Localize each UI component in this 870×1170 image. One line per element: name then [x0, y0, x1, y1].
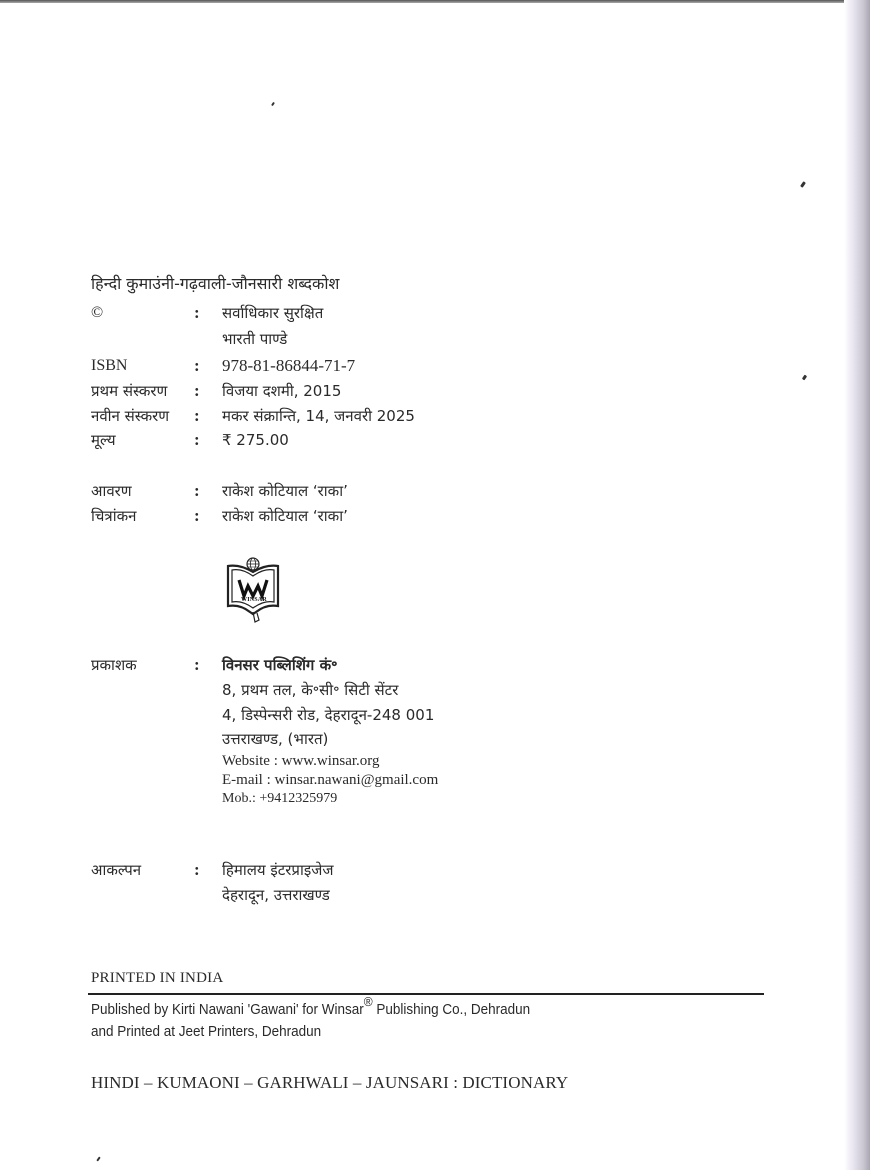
- printed-in-india: PRINTED IN INDIA: [91, 970, 224, 986]
- horizontal-rule: [88, 993, 764, 995]
- publisher-email: E-mail : winsar.nawani@gmail.com: [222, 772, 439, 788]
- publisher-label: प्रकाशक: [91, 656, 137, 674]
- colon: :: [194, 381, 200, 400]
- book-title-english: HINDI – KUMAONI – GARHWALI – JAUNSARI : DICTIONARY: [91, 1073, 569, 1092]
- logo-text: WINSAR: [241, 597, 267, 603]
- first-edition-value: विजया दशमी, 2015: [222, 382, 342, 400]
- isbn-value: 978-81-86844-71-7: [222, 356, 356, 375]
- colon: :: [194, 303, 200, 322]
- design-firm: हिमालय इंटरप्राइजेज: [222, 861, 334, 879]
- illustration-label: चित्रांकन: [91, 507, 137, 525]
- colon: :: [194, 860, 200, 879]
- colon: :: [194, 655, 200, 674]
- new-edition-value: मकर संक्रान्ति, 14, जनवरी 2025: [222, 407, 415, 425]
- printed-by-line: and Printed at Jeet Printers, Dehradun: [91, 1024, 322, 1040]
- colon: :: [194, 356, 200, 375]
- published-by-text: Published by Kirti Nawani 'Gawani' for Winsar: [91, 1002, 364, 1018]
- price-label: मूल्य: [91, 431, 116, 449]
- colon: :: [194, 406, 200, 425]
- design-location: देहरादून, उत्तराखण्ड: [222, 886, 330, 904]
- copyright-holder: भारती पाण्डे: [222, 330, 288, 348]
- copyright-symbol: ©: [91, 304, 104, 321]
- colon: :: [194, 481, 200, 500]
- publisher-mobile: Mob.: +9412325979: [222, 791, 338, 806]
- publisher-address-line: 4, डिस्पेन्सरी रोड, देहरादून-248 001: [222, 706, 435, 724]
- illustrator: राकेश कोटियाल ‘राका’: [222, 507, 348, 525]
- scan-speck: [271, 102, 275, 106]
- colon: :: [194, 430, 200, 449]
- first-edition-label: प्रथम संस्करण: [91, 382, 168, 400]
- publisher-name: विनसर पब्लिशिंग कं॰: [222, 656, 338, 674]
- publisher-address-line: 8, प्रथम तल, के॰सी॰ सिटी सेंटर: [222, 681, 399, 699]
- new-edition-label: नवीन संस्करण: [91, 407, 170, 425]
- design-label: आकल्पन: [91, 861, 142, 879]
- open-book-globe-logo-icon: [224, 556, 282, 624]
- published-by-text-cont: Publishing Co., Dehradun: [372, 1002, 531, 1018]
- page-binding-shadow: [844, 0, 870, 1170]
- scan-speck: [800, 181, 806, 188]
- cover-artist: राकेश कोटियाल ‘राका’: [222, 482, 348, 500]
- published-by-line: [91, 994, 531, 1018]
- scan-speck: [802, 375, 807, 381]
- colon: :: [194, 506, 200, 525]
- page-top-edge: [0, 0, 860, 3]
- publisher-address-line: उत्तराखण्ड, (भारत): [222, 730, 329, 748]
- book-title-hindi: हिन्दी कुमाउंनी-गढ़वाली-जौनसारी शब्दकोश: [91, 274, 340, 293]
- publisher-website: Website : www.winsar.org: [222, 753, 380, 769]
- copyright-value: सर्वाधिकार सुरक्षित: [222, 304, 324, 322]
- isbn-label: ISBN: [91, 357, 128, 374]
- cover-label: आवरण: [91, 482, 132, 500]
- price-value: ₹ 275.00: [222, 431, 289, 449]
- registered-mark: ®: [363, 994, 373, 1009]
- scan-speck: [96, 1156, 101, 1161]
